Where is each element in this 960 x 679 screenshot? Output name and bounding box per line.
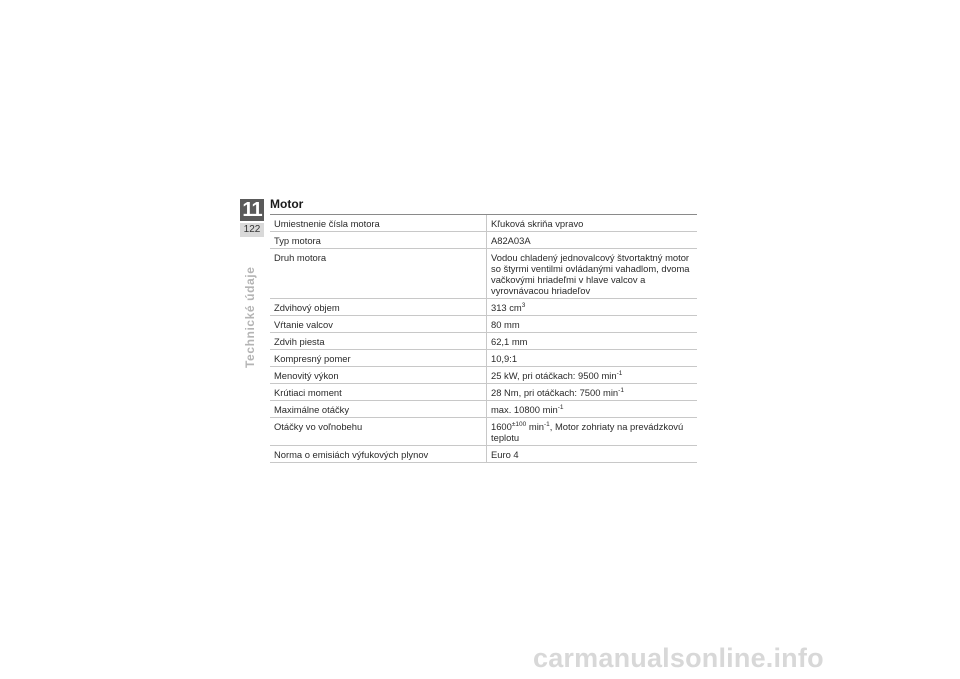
- spec-value: Euro 4: [487, 446, 698, 463]
- table-row: [270, 232, 697, 249]
- spec-label: Kompresný pomer: [270, 350, 487, 367]
- spec-label: Zdvihový objem: [270, 299, 487, 316]
- page-number: 122: [240, 223, 264, 237]
- spec-label: Umiestnenie čísla motora: [270, 215, 487, 232]
- table-row: [270, 384, 697, 401]
- spec-value: 80 mm: [487, 316, 698, 333]
- spec-label: Druh motora: [270, 249, 487, 299]
- chapter-title: Technické údaje: [243, 266, 257, 368]
- spec-value: 28 Nm, pri otáčkach: 7500 $\min^{-1}$: [487, 384, 698, 401]
- table-row: [270, 401, 697, 418]
- chapter-tab: [240, 199, 264, 239]
- spec-value: Kľuková skriňa vpravo: [487, 215, 698, 232]
- table-row: [270, 316, 697, 333]
- spec-value: 62,1 mm: [487, 333, 698, 350]
- watermark: carmanualsonline.info: [533, 643, 824, 673]
- table-row: [270, 446, 697, 463]
- spec-label: Krútiaci moment: [270, 384, 487, 401]
- table-row: [270, 367, 697, 384]
- spec-label: Otáčky vo voľnobehu: [270, 418, 487, 446]
- spec-value: 313 $cm^3$: [487, 299, 698, 316]
- chapter-number: 11: [240, 199, 264, 221]
- spec-label: Maximálne otáčky: [270, 401, 487, 418]
- spec-label: Vŕtanie valcov: [270, 316, 487, 333]
- table-row: [270, 249, 697, 299]
- spec-label: Menovitý výkon: [270, 367, 487, 384]
- table-row: [270, 299, 697, 316]
- spec-label: Norma o emisiách výfukových plynov: [270, 446, 487, 463]
- spec-label: Typ motora: [270, 232, 487, 249]
- spec-value: 25 kW, pri otáčkach: 9500 $\min^{-1}$: [487, 367, 698, 384]
- spec-value: $1600^{\pm 100}$ $\min^{-1}$, Motor zohriaty na prevádzkovú teplotu: [487, 418, 698, 446]
- spec-table: [270, 214, 697, 463]
- spec-label: Zdvih piesta: [270, 333, 487, 350]
- spec-value: Vodou chladený jednovalcový štvortaktný motor so štyrmi ventilmi ovládanými vahadlom, dvoma vačkovými hriadeľmi v hlave valcov a vyrovnávacou hriadeľov: [487, 249, 698, 299]
- spec-value: 10,9:1: [487, 350, 698, 367]
- section-title: Motor: [270, 197, 304, 211]
- table-row: [270, 215, 697, 232]
- spec-value: A82A03A: [487, 232, 698, 249]
- table-row: [270, 333, 697, 350]
- table-row: [270, 418, 697, 446]
- table-row: [270, 350, 697, 367]
- spec-value: max. 10800 $\min^{-1}$: [487, 401, 698, 418]
